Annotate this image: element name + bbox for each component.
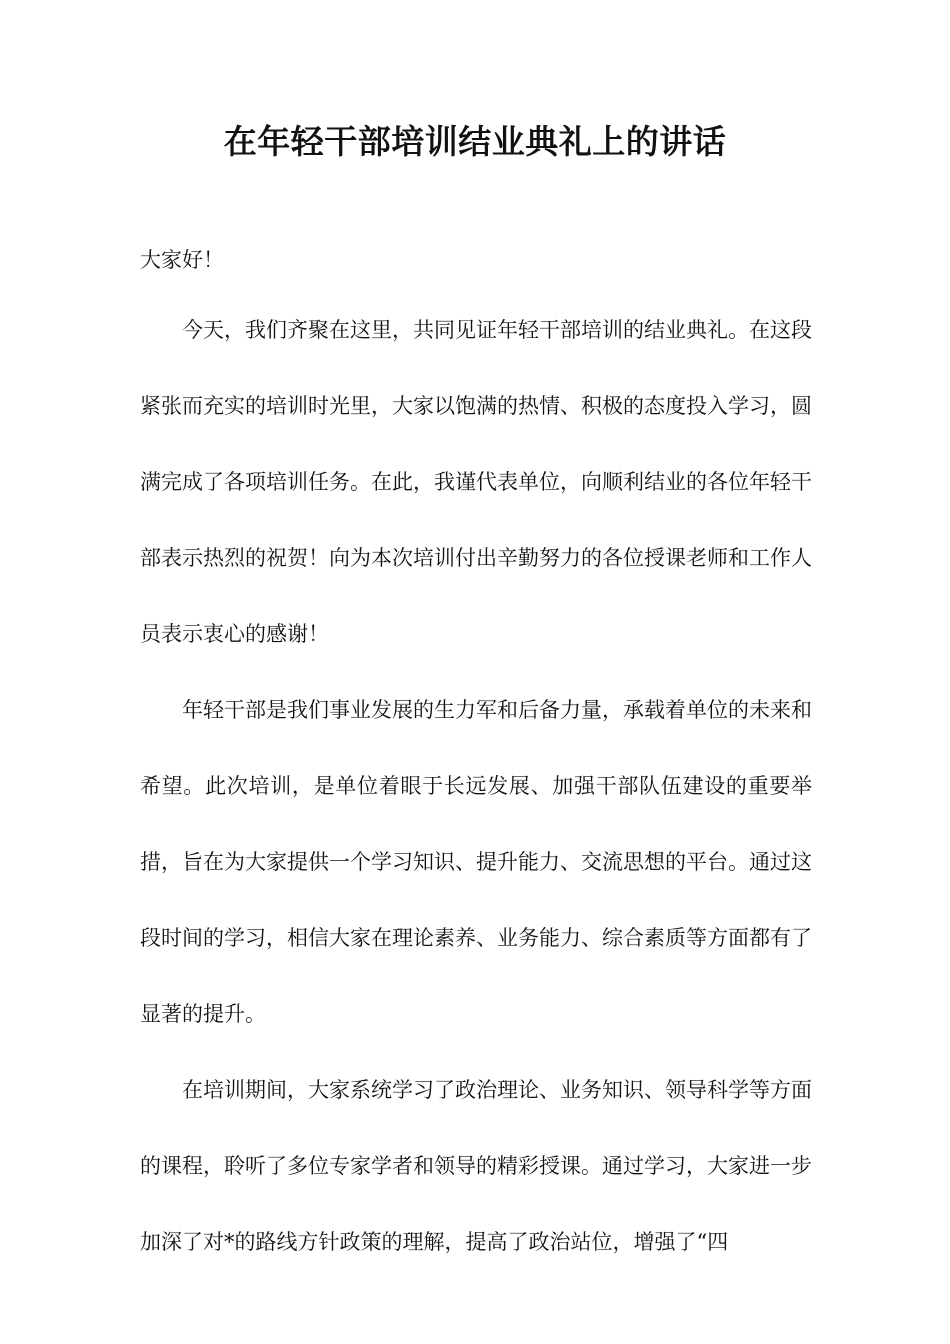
paragraph-2: 年轻干部是我们事业发展的生力军和后备力量，承载着单位的未来和希望。此次培训，是单位着眼于长远发展、加强干部队伍建设的重要举措，旨在为大家提供一个学习知识、提升能力、交流思想的平台。通过这段时间的学习，相信大家在理论素养、业务能力、综合素质等方面都有了显著的提升。 [140, 698, 812, 1026]
document-body [140, 236, 812, 1280]
paragraph-1: 今天，我们齐聚在这里，共同见证年轻干部培训的结业典礼。在这段紧张而充实的培训时光里，大家以饱满的热情、积极的态度投入学习，圆满完成了各项培训任务。在此，我谨代表单位，向顺利结业的各位年轻干部表示热烈的祝贺！向为本次培训付出辛勤努力的各位授课老师和工作人员表示衷心的感谢！ [140, 318, 812, 646]
paragraph-3: 在培训期间，大家系统学习了政治理论、业务知识、领导科学等方面的课程，聆听了多位专家学者和领导的精彩授课。通过学习，大家进一步加深了对*的路线方针政策的理解，提高了政治站位，增强了“四 [140, 1078, 812, 1254]
greeting: 大家好！ [140, 248, 224, 272]
document-title: 在年轻干部培训结业典礼上的讲话 [223, 122, 727, 161]
